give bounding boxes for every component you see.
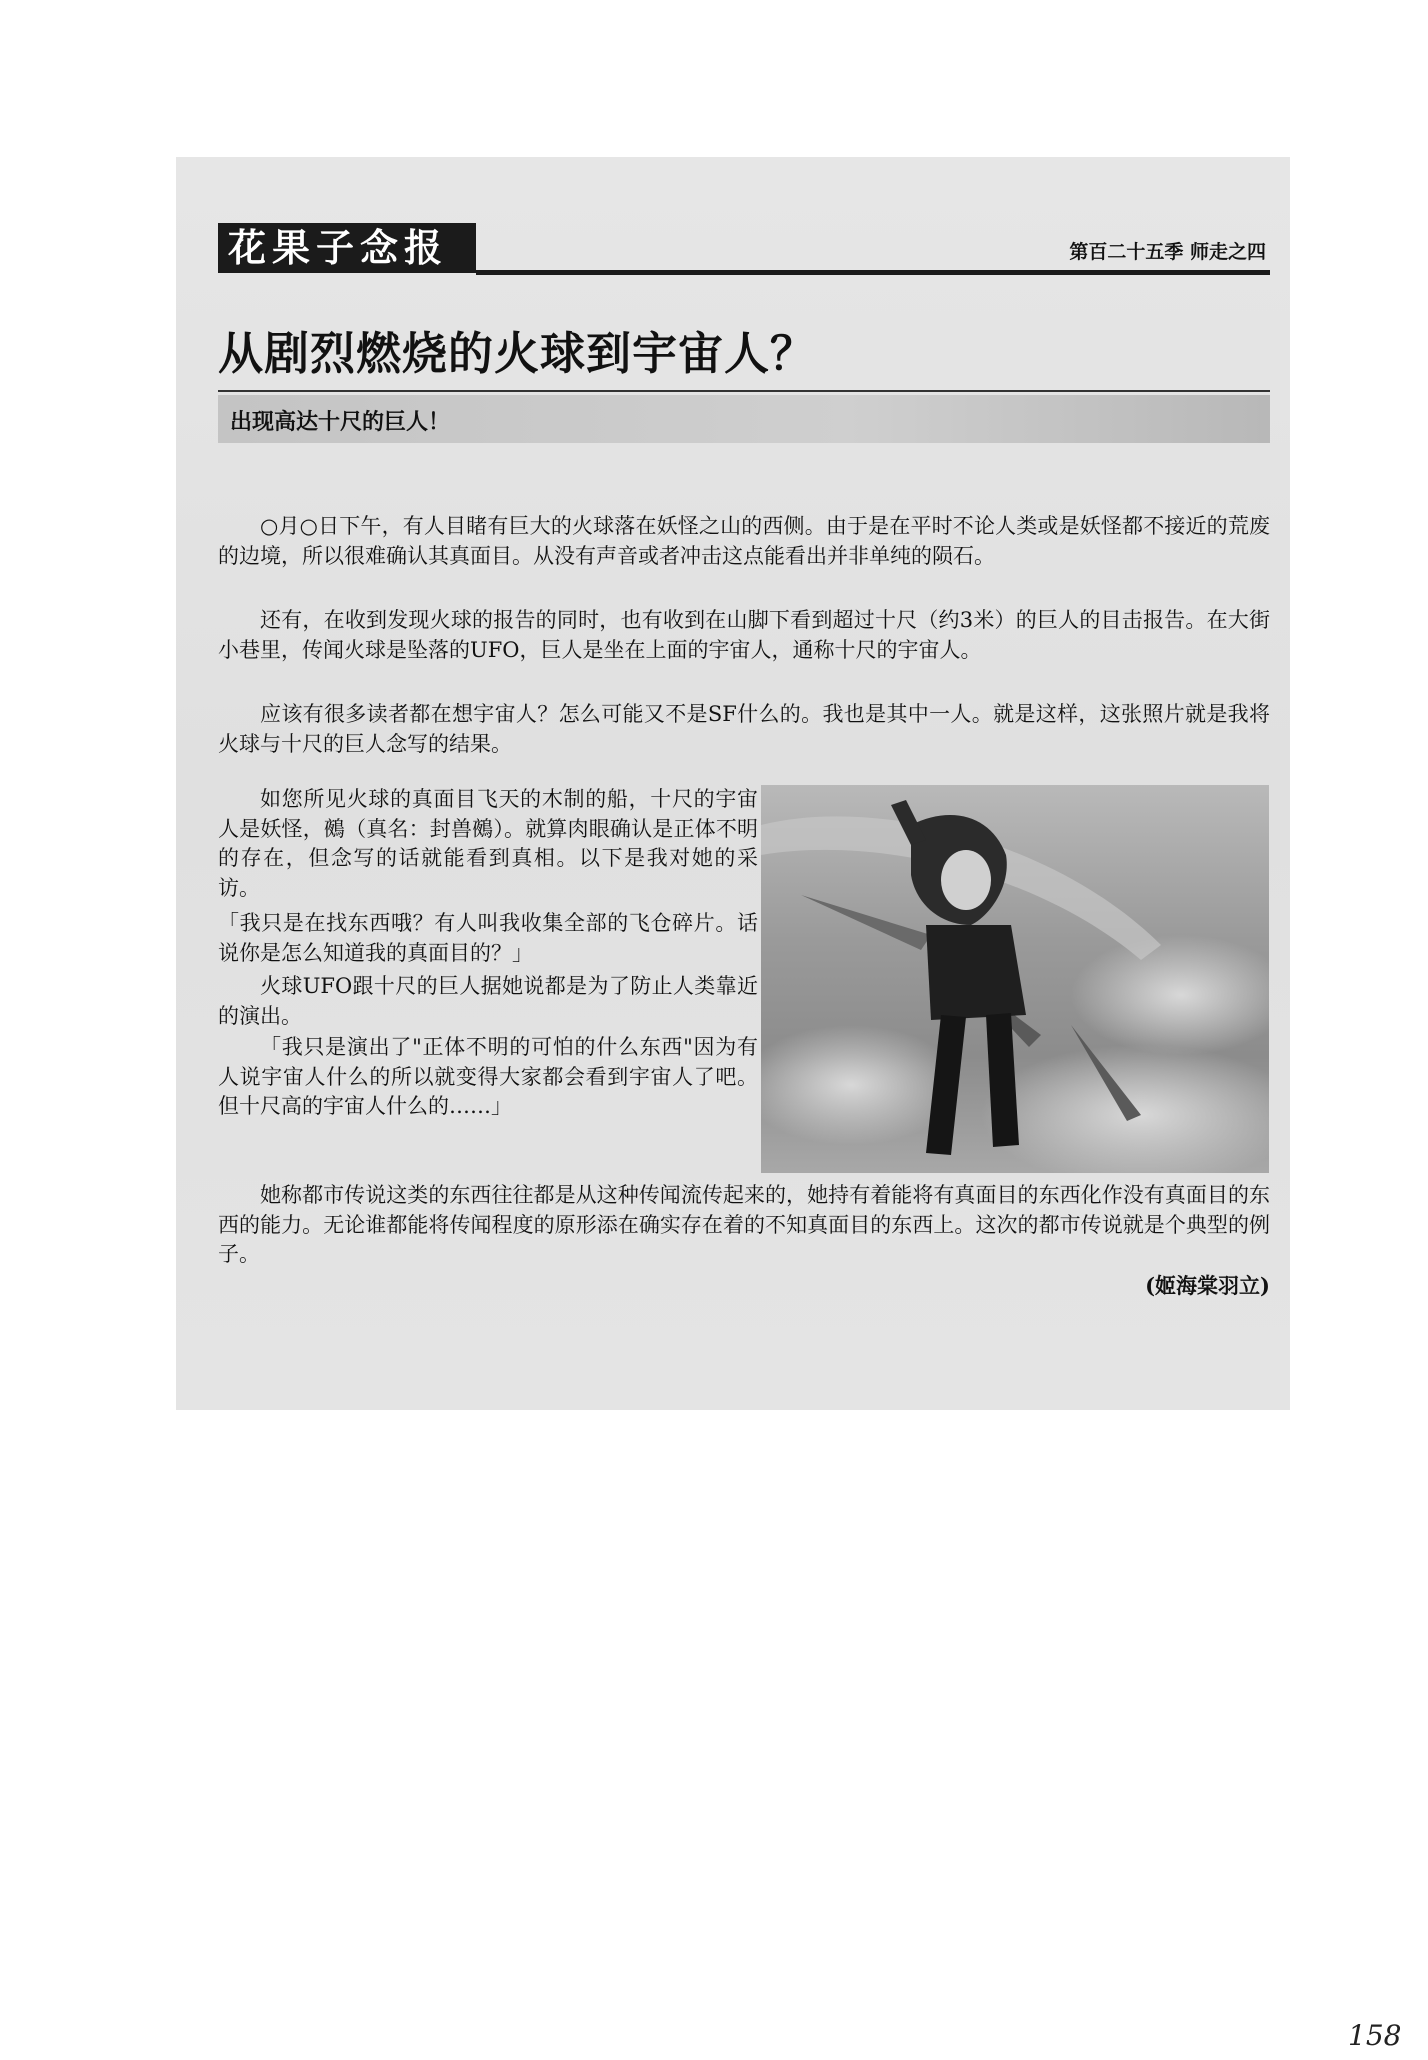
page-number: 158 [1348, 2019, 1402, 2052]
article-quote: 「我只是在找东西哦？有人叫我收集全部的飞仓碎片。话说你是怎么知道我的真面目的？」 [218, 911, 758, 965]
article-paragraph: 如您所见火球的真面目飞天的木制的船，十尺的宇宙人是妖怪，鵺（真名：封兽鵺）。就算肉眼确认是正体不明的存在，但念写的话就能看到真相。以下是我对她的采访。 [218, 787, 758, 900]
article-quote: 「我只是演出了"正体不明的可怕的什么东西"因为有人说宇宙人什么的所以就变得大家都会看到宇宙人了吧。但十尺高的宇宙人什么的……」 [218, 1035, 758, 1118]
headline-rule [218, 390, 1270, 392]
photo-illustration [761, 785, 1269, 1173]
subhead-band [218, 395, 1270, 443]
issue-label: 第百二十五季 师走之四 [1069, 241, 1266, 263]
masthead [218, 223, 1270, 275]
article-paragraph: ○月○日下午，有人目睹有巨大的火球落在妖怪之山的西侧。由于是在平时不论人类或是妖怪都不接近的荒废的边境，所以很难确认其真面目。从没有声音或者冲击这点能看出并非单纯的陨石。 [218, 514, 1270, 568]
article-headline: 从剧烈燃烧的火球到宇宙人？ [218, 327, 817, 380]
figure-body [926, 925, 1026, 1020]
wing-blade [801, 895, 931, 950]
article-byline: (姬海棠羽立) [1145, 1273, 1270, 1298]
article-paragraph: 火球UFO跟十尺的巨人据她说都是为了防止人类靠近的演出。 [218, 974, 758, 1028]
article-paragraph: 她称都市传说这类的东西往往都是从这种传闻流传起来的，她持有着能将有真面目的东西化作没有真面目的东西的能力。无论谁都能将传闻程度的原形添在确实存在着的不知真面目的东西上。这次的都市传说就是个典型的例子。 [218, 1183, 1270, 1266]
newspaper-page [176, 157, 1290, 1410]
figure-face [941, 850, 991, 910]
cloud-shape [1071, 935, 1269, 1055]
article-paragraph: 还有，在收到发现火球的报告的同时，也有收到在山脚下看到超过十尺（约3米）的巨人的目击报告。在大街小巷里，传闻火球是坠落的UFO，巨人是坐在上面的宇宙人，通称十尺的宇宙人。 [218, 608, 1270, 662]
masthead-rule [476, 270, 1270, 275]
newspaper-title: 花果子念报 [218, 223, 476, 273]
article-photo [761, 785, 1269, 1173]
article-paragraph: 应该有很多读者都在想宇宙人？怎么可能又不是SF什么的。我也是其中一人。就是这样，这张照片就是我将火球与十尺的巨人念写的结果。 [218, 702, 1270, 756]
article-subhead: 出现高达十尺的巨人！ [230, 409, 451, 435]
